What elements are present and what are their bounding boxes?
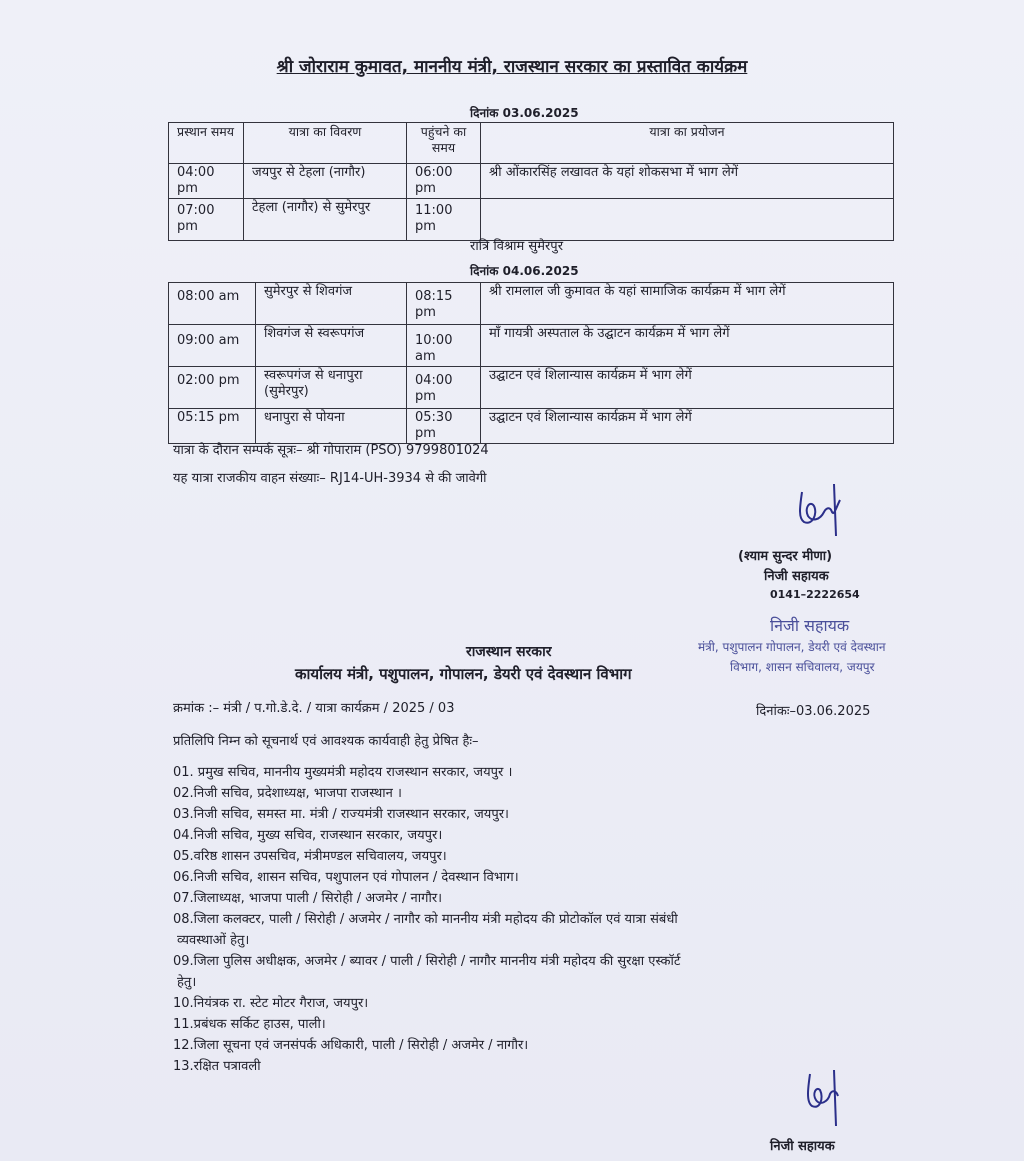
- contact-line: यात्रा के दौरान सम्पर्क सूत्रः– श्री गोपाराम (PSO) 9799801024: [173, 443, 489, 458]
- table-row: 07:00 pm टेहला (नागौर) से सुमेरपुर 11:00 pm: [169, 199, 894, 241]
- stamp-line2: मंत्री, पशुपालन गोपालन, डेयरी एवं देवस्थान: [698, 640, 886, 654]
- list-item: 01. प्रमुख सचिव, माननीय मुख्यमंत्री महोदय राजस्थान सरकार, जयपुर ।: [173, 765, 513, 780]
- list-item: व्यवस्थाओं हेतु।: [177, 933, 250, 948]
- table-row: 02:00 pm स्वरूपगंज से धनापुरा (सुमेरपुर) 04:00 pm उद्घाटन एवं शिलान्यास कार्यक्रम में भाग लेगें: [169, 367, 894, 409]
- reference-date: दिनांकः–03.06.2025: [756, 704, 871, 719]
- night-stay: रात्रि विश्राम सुमेरपुर: [470, 239, 564, 254]
- table-row: 05:15 pm धनापुरा से पोयना 05:30 pm उद्घाटन एवं शिलान्यास कार्यक्रम में भाग लेगें: [169, 409, 894, 444]
- table-row: 08:00 am सुमेरपुर से शिवगंज 08:15 pm श्री रामलाल जी कुमावत के यहां सामाजिक कार्यक्रम में भाग लेगें: [169, 283, 894, 325]
- signatory-designation: निजी सहायक: [764, 569, 829, 584]
- reference-number: क्रमांक :– मंत्री / प.गो.डे.दे. / यात्रा कार्यक्रम / 2025 / 03: [173, 701, 455, 716]
- page-title: श्री जोराराम कुमावत, माननीय मंत्री, राजस्थान सरकार का प्रस्तावित कार्यक्रम: [276, 57, 748, 77]
- list-item: 09.जिला पुलिस अधीक्षक, अजमेर / ब्यावर / पाली / सिरोही / नागौर माननीय मंत्री महोदय की सुरक्षा एस्कॉर्ट: [173, 954, 681, 969]
- stamp-line3: विभाग, शासन सचिवालय, जयपुर: [730, 660, 875, 674]
- list-item: 12.जिला सूचना एवं जनसंपर्क अधिकारी, पाली / सिरोही / अजमेर / नागौर।: [173, 1038, 529, 1053]
- signatory-name: (श्याम सुन्दर मीणा): [738, 549, 833, 564]
- header-arrive: पहुंचने का समय: [407, 123, 481, 164]
- bottom-designation: निजी सहायक: [770, 1139, 835, 1154]
- list-item: 02.निजी सचिव, प्रदेशाध्यक्ष, भाजपा राजस्थान ।: [173, 786, 402, 801]
- vehicle-line: यह यात्रा राजकीय वाहन संख्याः– RJ14-UH-3934 से की जावेगी: [173, 471, 487, 486]
- recipient-list: [173, 762, 680, 1077]
- header-route: यात्रा का विवरण: [244, 123, 407, 164]
- header-depart: प्रस्थान समय: [169, 123, 244, 164]
- signatory-phone: 0141–2222654: [770, 588, 860, 601]
- table-row: 04:00 pm जयपुर से टेहला (नागौर) 06:00 pm श्री ओंकारसिंह लखावत के यहां शोकसभा में भाग लेगें: [169, 164, 894, 199]
- table-row: 09:00 am शिवगंज से स्वरूपगंज 10:00 am माँ गायत्री अस्पताल के उद्घाटन कार्यक्रम में भाग लेगें: [169, 325, 894, 367]
- list-item: 03.निजी सचिव, समस्त मा. मंत्री / राज्यमंत्री राजस्थान सरकार, जयपुर।: [173, 807, 509, 822]
- list-item: 10.नियंत्रक रा. स्टेट मोटर गैराज, जयपुर।: [173, 996, 369, 1011]
- list-item: 07.जिलाध्यक्ष, भाजपा पाली / सिरोही / अजमेर / नागौर।: [173, 891, 443, 906]
- office-name: कार्यालय मंत्री, पशुपालन, गोपालन, डेयरी एवं देवस्थान विभाग: [295, 665, 632, 683]
- list-item: 05.वरिष्ठ शासन उपसचिव, मंत्रीमण्डल सचिवालय, जयपुर।: [173, 849, 447, 864]
- list-item: 04.निजी सचिव, मुख्य सचिव, राजस्थान सरकार, जयपुर।: [173, 828, 443, 843]
- day1-date: दिनांक 03.06.2025: [470, 106, 579, 120]
- list-item: 06.निजी सचिव, शासन सचिव, पशुपालन एवं गोपालन / देवस्थान विभाग।: [173, 870, 519, 885]
- list-item: 08.जिला कलक्टर, पाली / सिरोही / अजमेर / नागौर को माननीय मंत्री महोदय की प्रोटोकॉल एवं यात्रा संबंधी: [173, 912, 678, 927]
- stamp-title: निजी सहायक: [770, 616, 850, 635]
- signature-image: [790, 478, 850, 540]
- government-name: राजस्थान सरकार: [466, 644, 552, 660]
- day2-date: दिनांक 04.06.2025: [470, 264, 579, 278]
- signature-image: [800, 1064, 850, 1130]
- day1-schedule-table: [168, 122, 894, 241]
- day2-schedule-table: [168, 282, 894, 444]
- list-item: 11.प्रबंधक सर्किट हाउस, पाली।: [173, 1017, 326, 1032]
- copy-intro: प्रतिलिपि निम्न को सूचनार्थ एवं आवश्यक कार्यवाही हेतु प्रेषित हैः–: [173, 734, 479, 749]
- list-item: 13.रक्षित पत्रावली: [173, 1059, 261, 1074]
- list-item: हेतु।: [177, 975, 197, 990]
- header-purpose: यात्रा का प्रयोजन: [481, 123, 894, 164]
